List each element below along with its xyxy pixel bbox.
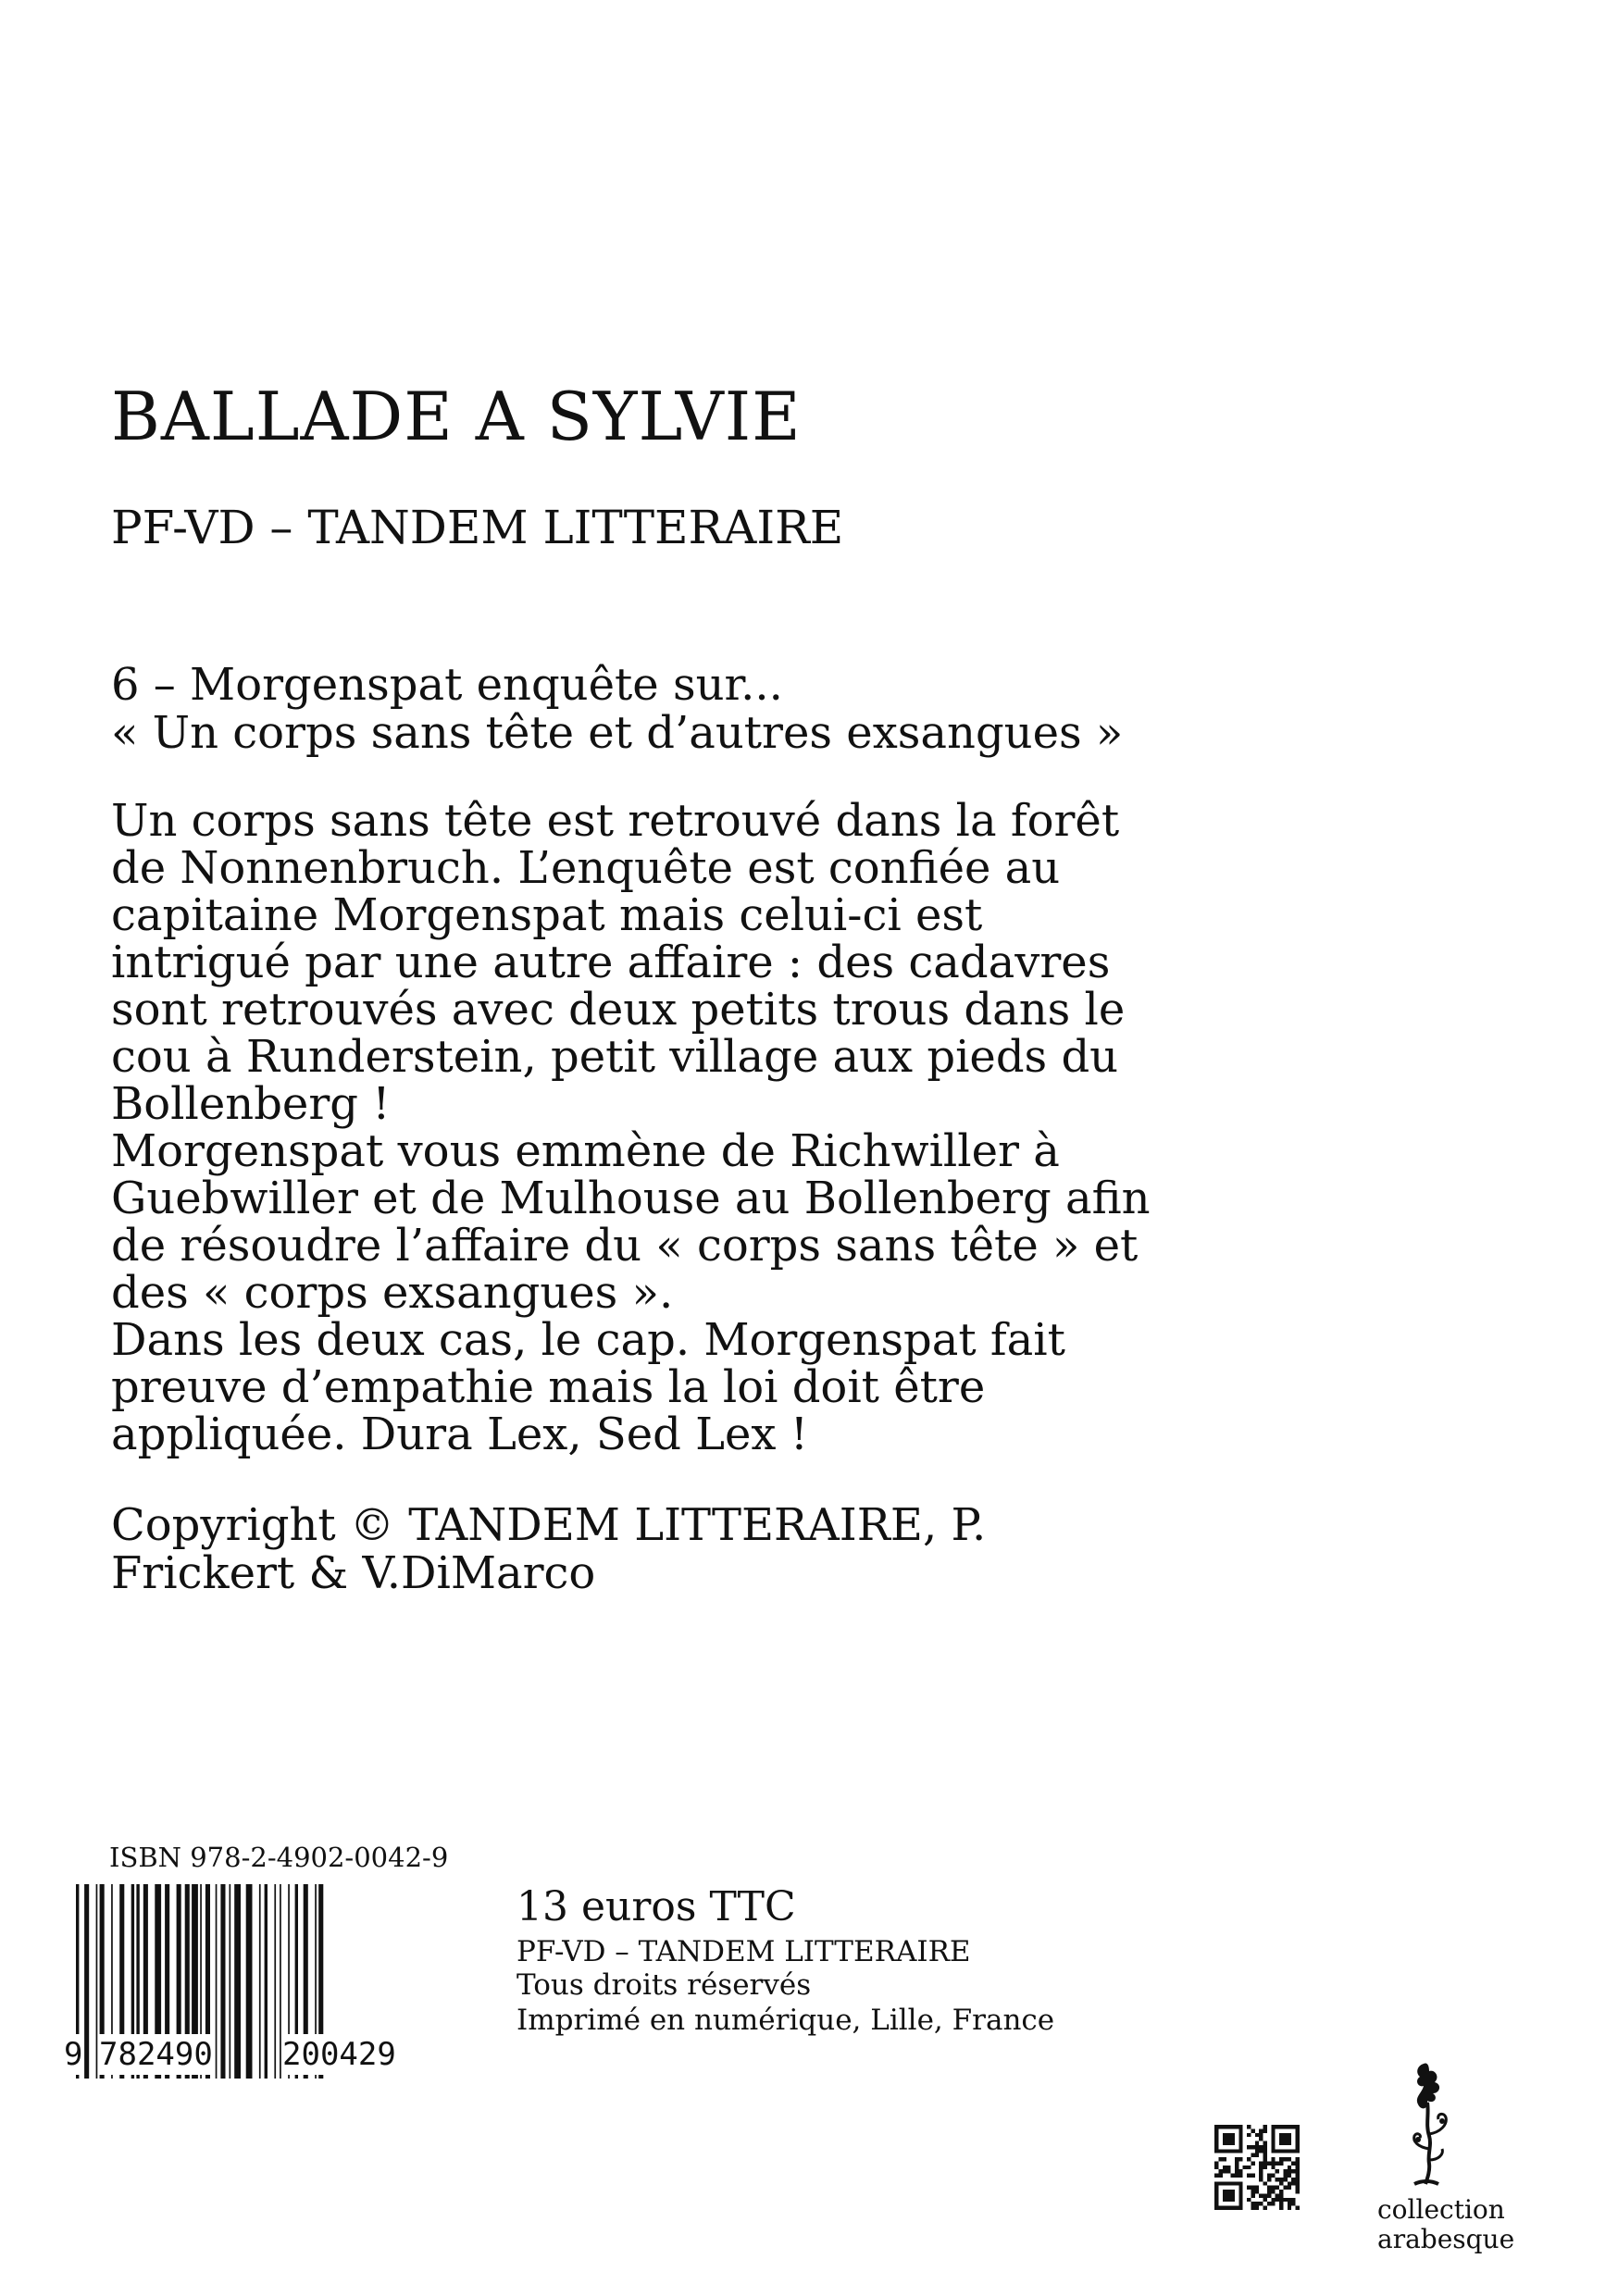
barcode-digit-first: 9: [64, 2036, 83, 2073]
copyright-notice: [111, 1501, 986, 1597]
rights-notice: Tous droits réservés: [517, 1968, 812, 2002]
episode-heading: [111, 661, 1123, 757]
book-title: BALLADE A SYLVIE: [111, 378, 802, 455]
blurb-line: des « corps exsangues ».: [111, 1267, 674, 1319]
collection-line: collection: [1377, 2194, 1505, 2225]
collection-label: [1377, 2194, 1515, 2254]
blurb-line: Un corps sans tête est retrouvé dans la forêt: [111, 795, 1120, 847]
publisher-name: PF-VD – TANDEM LITTERAIRE: [517, 1935, 971, 1968]
copyright-line: Frickert & V.DiMarco: [111, 1547, 596, 1599]
printing-notice: Imprimé en numérique, Lille, France: [517, 2004, 1055, 2037]
episode-number-line: 6 – Morgenspat enquête sur...: [111, 659, 783, 711]
arabesque-logo-icon: [1387, 2056, 1470, 2191]
episode-title-line: « Un corps sans tête et d’autres exsangues »: [111, 707, 1124, 759]
blurb-line: de résoudre l’affaire du « corps sans tête » et: [111, 1220, 1139, 1272]
blurb-line: sont retrouvés avec deux petits trous dans le: [111, 984, 1126, 1036]
blurb-line: Bollenberg !: [111, 1078, 391, 1130]
blurb-line: Dans les deux cas, le cap. Morgenspat fait: [111, 1314, 1065, 1366]
blurb-line: appliquée. Dura Lex, Sed Lex !: [111, 1409, 808, 1460]
collection-line: arabesque: [1377, 2224, 1515, 2254]
blurb-line: de Nonnenbruch. L’enquête est confiée au: [111, 842, 1061, 894]
copyright-line: Copyright © TANDEM LITTERAIRE, P.: [111, 1499, 987, 1551]
blurb-line: Guebwiller et de Mulhouse au Bollenberg afin: [111, 1173, 1151, 1224]
barcode-digits: [63, 2034, 461, 2079]
blurb-line: cou à Runderstein, petit village aux pieds du: [111, 1031, 1119, 1083]
back-cover-blurb: [111, 795, 1277, 1460]
book-author: PF-VD – TANDEM LITTERAIRE: [111, 501, 844, 554]
blurb-line: capitaine Morgenspat mais celui-ci est: [111, 889, 983, 941]
blurb-line: intrigué par une autre affaire : des cadavres: [111, 937, 1111, 988]
price: 13 euros TTC: [517, 1883, 796, 1930]
isbn-label: ISBN 978-2-4902-0042-9: [109, 1842, 449, 1873]
barcode-digits-left: 782490: [99, 2036, 213, 2073]
blurb-line: preuve d’empathie mais la loi doit être: [111, 1361, 986, 1413]
qr-code-icon: [1214, 2125, 1300, 2210]
blurb-line: Morgenspat vous emmène de Richwiller à: [111, 1125, 1060, 1177]
barcode-digits-right: 200429: [282, 2036, 396, 2073]
